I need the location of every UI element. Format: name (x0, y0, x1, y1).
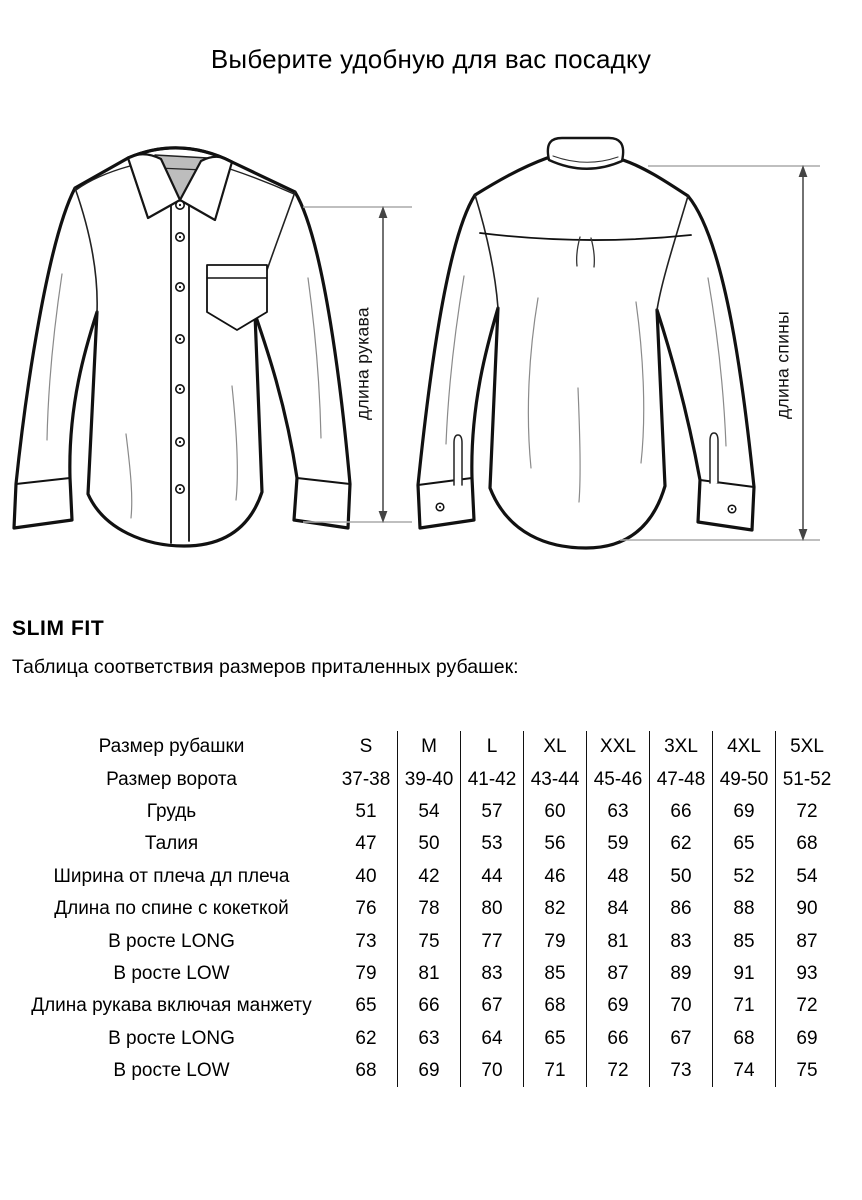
table-cell: 86 (650, 893, 713, 925)
table-cell: 79 (355, 962, 377, 984)
table-cell: 87 (587, 958, 650, 990)
table-cell: 59 (587, 828, 650, 860)
row-label: В росте LONG (108, 1027, 235, 1049)
table-cell: 75 (398, 925, 461, 957)
table-cell: 72 (587, 1055, 650, 1087)
table-cell: 51 (355, 800, 377, 822)
table-cell: 84 (587, 893, 650, 925)
table-cell: 73 (650, 1055, 713, 1087)
table-cell: 71 (524, 1055, 587, 1087)
table-row (8, 796, 838, 828)
row-label: В росте LONG (108, 930, 235, 952)
table-cell: 72 (776, 796, 839, 828)
table-cell: 93 (776, 958, 839, 990)
table-cell: 39-40 (398, 763, 461, 795)
table-cell: 53 (461, 828, 524, 860)
back-sleeve-placket-left (454, 435, 462, 485)
table-cell: 80 (461, 893, 524, 925)
arrowhead-down-icon (799, 529, 808, 541)
table-cell: 54 (776, 861, 839, 893)
table-cell: 66 (650, 796, 713, 828)
table-cell: 62 (650, 828, 713, 860)
table-cell: 85 (713, 925, 776, 957)
table-cell: 4XL (713, 731, 776, 763)
table-cell: 42 (398, 861, 461, 893)
table-cell: 79 (524, 925, 587, 957)
table-row (8, 763, 838, 795)
arrowhead-up-icon (799, 165, 808, 177)
table-cell: 68 (524, 990, 587, 1022)
table-cell: XXL (587, 731, 650, 763)
table-cell: 85 (524, 958, 587, 990)
table-cell: 68 (713, 1023, 776, 1055)
size-table (8, 731, 838, 1087)
table-cell: 78 (398, 893, 461, 925)
table-cell: 5XL (776, 731, 839, 763)
row-label: Длина рукава включая манжету (31, 995, 312, 1017)
table-cell: 83 (461, 958, 524, 990)
table-cell: 47-48 (650, 763, 713, 795)
back-cuff-button-left-dot (439, 506, 441, 508)
table-cell: 69 (398, 1055, 461, 1087)
table-cell: 63 (398, 1023, 461, 1055)
table-cell: L (461, 731, 524, 763)
table-cell: 47 (355, 833, 377, 855)
table-row (8, 893, 838, 925)
table-cell: 81 (587, 925, 650, 957)
row-label: Размер рубашки (98, 736, 245, 758)
row-label: Грудь (146, 800, 197, 822)
table-row (8, 925, 838, 957)
table-cell: 50 (650, 861, 713, 893)
table-cell: 70 (461, 1055, 524, 1087)
table-row (8, 861, 838, 893)
table-cell: XL (524, 731, 587, 763)
table-row (8, 731, 838, 763)
table-cell: 44 (461, 861, 524, 893)
table-caption: Таблица соответствия размеров приталенных рубашек: (12, 656, 519, 678)
table-cell: 45-46 (587, 763, 650, 795)
table-cell: 66 (587, 1023, 650, 1055)
table-cell: 70 (650, 990, 713, 1022)
table-cell: 54 (398, 796, 461, 828)
table-cell: 65 (355, 995, 377, 1017)
table-cell: 50 (398, 828, 461, 860)
arrowhead-up-icon (379, 206, 388, 218)
table-cell: 65 (524, 1023, 587, 1055)
table-cell: 48 (587, 861, 650, 893)
table-cell: 71 (713, 990, 776, 1022)
table-cell: 83 (650, 925, 713, 957)
row-label: В росте LOW (113, 1060, 230, 1082)
table-cell: 69 (713, 796, 776, 828)
front-collar-button-dot (179, 204, 181, 206)
table-cell: 90 (776, 893, 839, 925)
table-cell: 46 (524, 861, 587, 893)
table-cell: 68 (355, 1060, 377, 1082)
table-cell: 88 (713, 893, 776, 925)
table-cell: 68 (776, 828, 839, 860)
table-cell: 69 (776, 1023, 839, 1055)
table-cell: 67 (650, 1023, 713, 1055)
page-title: Выберите удобную для вас посадку (210, 44, 652, 74)
table-row (8, 958, 838, 990)
arrowhead-down-icon (379, 511, 388, 523)
table-cell: 37-38 (341, 768, 391, 790)
table-cell: 41-42 (461, 763, 524, 795)
row-label: Талия (144, 833, 199, 855)
table-cell: 40 (355, 865, 377, 887)
table-cell: 64 (461, 1023, 524, 1055)
row-label: В росте LOW (113, 962, 230, 984)
table-cell: 56 (524, 828, 587, 860)
table-cell: 57 (461, 796, 524, 828)
table-cell: 72 (776, 990, 839, 1022)
table-cell: 76 (355, 898, 377, 920)
table-cell: 67 (461, 990, 524, 1022)
table-cell: S (359, 736, 373, 758)
table-row (8, 828, 838, 860)
table-cell: 74 (713, 1055, 776, 1087)
table-row (8, 1055, 838, 1087)
table-cell: 66 (398, 990, 461, 1022)
back-length-label: длина спины (772, 311, 793, 420)
table-cell: 69 (587, 990, 650, 1022)
table-cell: 73 (355, 930, 377, 952)
table-row (8, 1023, 838, 1055)
table-cell: 81 (398, 958, 461, 990)
table-cell: 52 (713, 861, 776, 893)
table-cell: 60 (524, 796, 587, 828)
row-label: Размер ворота (106, 768, 237, 790)
table-cell: 63 (587, 796, 650, 828)
table-cell: 89 (650, 958, 713, 990)
table-cell: 62 (355, 1027, 377, 1049)
table-cell: 91 (713, 958, 776, 990)
back-collar (548, 138, 623, 169)
table-cell: 3XL (650, 731, 713, 763)
table-cell: 82 (524, 893, 587, 925)
table-row (8, 990, 838, 1022)
fit-heading: SLIM FIT (12, 617, 105, 640)
table-cell: 51-52 (776, 763, 839, 795)
table-cell: 65 (713, 828, 776, 860)
table-cell: M (398, 731, 461, 763)
table-cell: 75 (776, 1055, 839, 1087)
table-cell: 87 (776, 925, 839, 957)
row-label: Длина по спине с кокеткой (54, 898, 289, 920)
row-label: Ширина от плеча дл плеча (53, 865, 290, 887)
sleeve-length-label: длина рукава (352, 307, 373, 421)
size-table-body (8, 731, 838, 1087)
table-cell: 49-50 (713, 763, 776, 795)
table-cell: 43-44 (524, 763, 587, 795)
table-cell: 77 (461, 925, 524, 957)
